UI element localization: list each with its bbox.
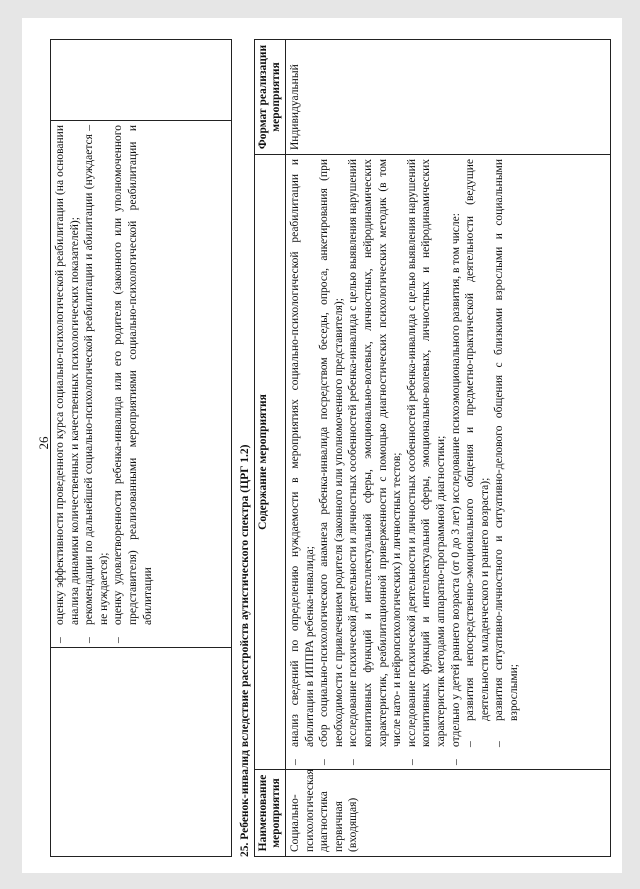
section-title: 25. Ребенок-инвалид вследствие расстройств аутистического спектра (ЦРГ 1.2) [239, 444, 251, 857]
page-number: 26 [36, 436, 51, 450]
prev-item: – оценку удовлетворенности ребенка-инвалида или его родителя (законного или уполномоченного представителя) реализованными мероприятиями социально-психологической реабилитации и абилитации [111, 125, 155, 643]
prev-item: – оценку эффективности проведенного курса социально-психологической реабилитации (на основании анализа динамики количественных и качественных психологических показателей); [53, 125, 82, 643]
content-sub-item: – развития ситуативно-личностного и ситуативно-делового общения с близкими взрослыми и социальными взрослыми; [492, 159, 521, 747]
content-item: – сбор социально-психологического анамнеза ребенка-инвалида посредством беседы, опроса, анкетирования (при необходимости с привлечением родителя (законного или уполномоченного представителя); [317, 159, 346, 765]
prev-format-cell [51, 40, 232, 121]
content-item: – отдельно у детей раннего возраста (от 0 до 3 лет) исследование психоэмоционального развития, в том числе: [449, 159, 464, 765]
header-name: Наименование мероприятия [255, 770, 286, 857]
content-item: – исследование психической деятельности и личностных особенностей ребенка-инвалида с целью выявления нарушений когнитивных функций и интеллектуальной сферы, эмоционально-волевых, личностных, нейродинамических характеристик, реабилитационной приверженности с помощью диагностических психологических методик (в том числе нато- и нейропсихологических) и личностных тестов; [346, 159, 404, 765]
content-item: – исследование психической деятельности и личностных особенностей ребенка-инвалида с целью выявления нарушений когнитивных функций и интеллектуальной сферы, эмоционально-волевых, личностных и нейродинамических характеристик методами аппаратно-программной диагностики; [405, 159, 449, 765]
table-row [286, 40, 611, 857]
prev-item: – рекомендации по дальнейшей социально-психологической реабилитации и абилитации (нуждается – не нуждается); [82, 125, 111, 643]
content-sub-item: – развития непосредственно-эмоционального общения и предметно-практической деятельности (ведущие деятельности младенческого и раннего возраста); [463, 159, 492, 747]
activity-format: Индивидуальный [286, 40, 611, 155]
activity-table [254, 39, 611, 857]
header-format: Формат реализации мероприятия [255, 40, 286, 155]
prev-name-cell [51, 648, 232, 857]
header-content: Содержание мероприятия [255, 155, 286, 770]
activity-content [286, 155, 611, 770]
content-item: – анализ сведений по определению нуждаемости в мероприятиях социально-психологической реабилитации и абилитации в ИППРА ребенка-инвалида; [288, 159, 317, 765]
prev-content-cell [51, 121, 232, 648]
previous-table-continuation [50, 39, 232, 857]
rotated-page-content [22, 18, 622, 873]
activity-name: Социально-психологическая диагностика первичная (входящая) [286, 770, 611, 857]
